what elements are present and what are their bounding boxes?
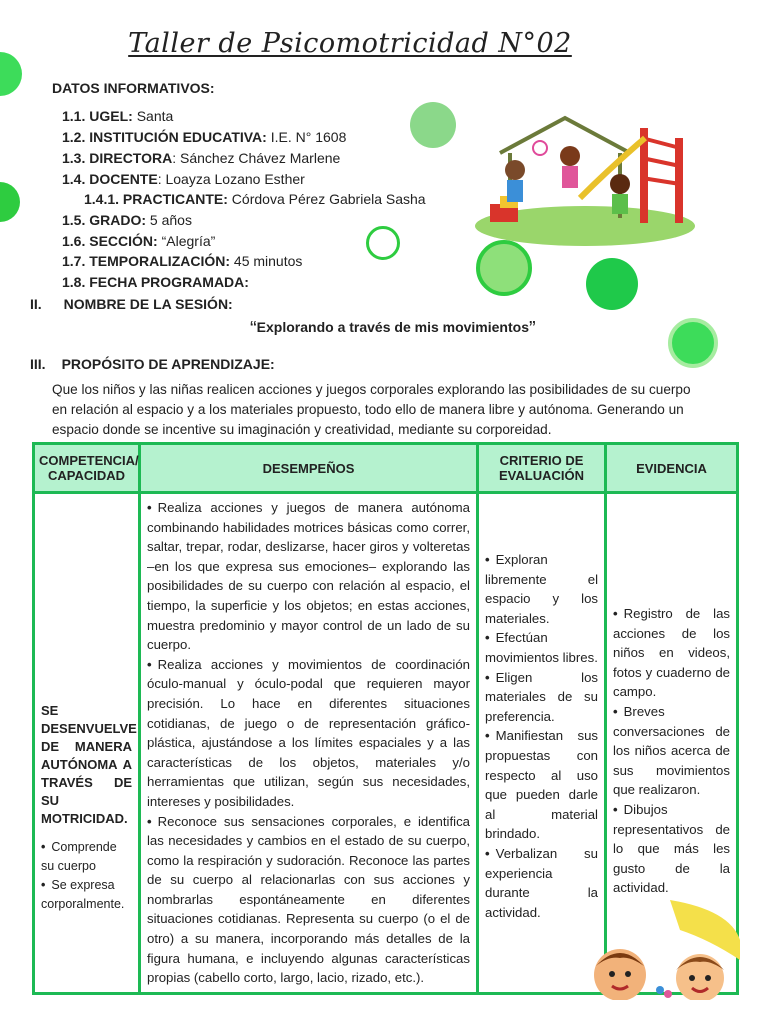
competencia-title: SE DESENVUELVE DE MANERA AUTÓNOMA A TRAVÉS DE SU MOTRICIDAD.	[41, 702, 137, 826]
section-heading-informativos: DATOS INFORMATIVOS:	[52, 80, 215, 96]
evidencia-item: • Registro de las acciones de los niños en videos, fotos y cuaderno de campo.	[613, 604, 730, 702]
kids-illustration	[590, 900, 740, 1000]
decorative-circle	[366, 226, 400, 260]
info-directora: 1.3. DIRECTORA: Sánchez Chávez Marlene	[62, 150, 341, 166]
info-docente: 1.4. DOCENTE: Loayza Lozano Esther	[62, 171, 305, 187]
info-fecha: 1.8. FECHA PROGRAMADA:	[62, 274, 249, 290]
criterio-item: • Exploran libremente el espacio y los materiales.	[485, 550, 598, 628]
header-criterio: CRITERIO DE EVALUACIÓN	[478, 444, 606, 493]
info-grado: 1.5. GRADO: 5 años	[62, 212, 192, 228]
criterios-cell	[478, 493, 606, 994]
session-name: “Explorando a través de mis movimientos”	[250, 318, 536, 340]
page-title: Taller de Psicomotricidad N°02	[128, 28, 572, 59]
desempeno-item: • Realiza acciones y movimientos de coordinación óculo-manual y óculo-podal que requieren mayor precisión. Lo hace en diferentes situaciones cotidianas, de juego o de representación gráfico-plástica, ajustándose a los límites espaciales y a las características de los objetos, materiales y/o herramientas que utilizan, según sus necesidades, intereses y posibilidades.	[147, 655, 470, 812]
info-practicante: 1.4.1. PRACTICANTE: Córdova Pérez Gabriela Sasha	[84, 191, 426, 207]
desempeno-item: • Realiza acciones y juegos de manera autónoma combinando habilidades motrices básicas como correr, saltar, trepar, rodar, deslizarse, hacer giros y volteretas –en los que expresa sus emociones– explorando las posibilidades de su cuerpo con relación al espacio, el tiempo, la superficie y los objetos; en estas acciones, muestra predominio y mayor control de un lado de su cuerpo.	[147, 498, 470, 655]
desempeno-item: • Reconoce sus sensaciones corporales, e identifica las necesidades y cambios en el estado de su cuerpo, como la respiración y sudoración. Reconoce las partes de su cuerpo al relacionarlas con sus acciones y nombrarlas espontáneamente en diferentes situaciones cotidianas. Representa su cuerpo (o el de otro) a su manera, incorporando más detalles de la figura humana, e incluyendo algunas características propias (cabello corto, largo, lacio, rizado, etc.).	[147, 812, 470, 988]
info-temporalizacion: 1.7. TEMPORALIZACIÓN: 45 minutos	[62, 253, 303, 269]
purpose-text: Que los niños y las niñas realicen acciones y juegos corporales explorando las posibilidades de su cuerpo en relación al espacio y a los materiales propuesto, todo ello de manera libre y autónoma. Generando un espacio donde se incentive su imaginación y creatividad, mediante su corporeidad.	[52, 382, 691, 437]
decorative-circle	[410, 102, 456, 148]
criterio-item: • Efectúan movimientos libres.	[485, 628, 598, 667]
info-seccion: 1.6. SECCIÓN: “Alegría”	[62, 233, 216, 249]
desempenos-cell	[140, 493, 478, 994]
header-desempenos: DESEMPEÑOS	[140, 444, 478, 493]
section-heading-sesion: II. NOMBRE DE LA SESIÓN:	[30, 296, 233, 312]
competencia-cell	[34, 493, 140, 994]
header-competencia: COMPETENCIA/ CAPACIDAD	[34, 444, 140, 493]
decorative-circle	[476, 240, 532, 296]
decorative-circle	[586, 258, 638, 310]
header-evidencia: EVIDENCIA	[606, 444, 738, 493]
info-ugel: 1.1. UGEL: Santa	[62, 108, 174, 124]
evidencia-item: • Breves conversaciones de los niños acerca de sus movimientos que realizaron.	[613, 702, 730, 800]
criterio-item: • Eligen los materiales de su preferencia.	[485, 668, 598, 727]
decorative-circle	[0, 182, 20, 222]
info-institucion: 1.2. INSTITUCIÓN EDUCATIVA: I.E. N° 1608	[62, 129, 347, 145]
criterio-item: • Manifiestan sus propuestas con respecto al uso que pueden darle al material brindado.	[485, 726, 598, 844]
playground-illustration	[470, 108, 700, 248]
criterio-item: • Verbalizan su experiencia durante la actividad.	[485, 844, 598, 922]
capacidad-item: • Comprende su cuerpo	[41, 838, 132, 876]
capacidad-item: • Se expresa corporalmente.	[41, 876, 132, 914]
capacidades-list	[41, 838, 132, 914]
evidencia-item: • Dibujos representativos de lo que más les gusto de la actividad.	[613, 800, 730, 898]
decorative-circle	[668, 318, 718, 368]
section-heading-proposito: III. PROPÓSITO DE APRENDIZAJE:	[30, 356, 275, 372]
